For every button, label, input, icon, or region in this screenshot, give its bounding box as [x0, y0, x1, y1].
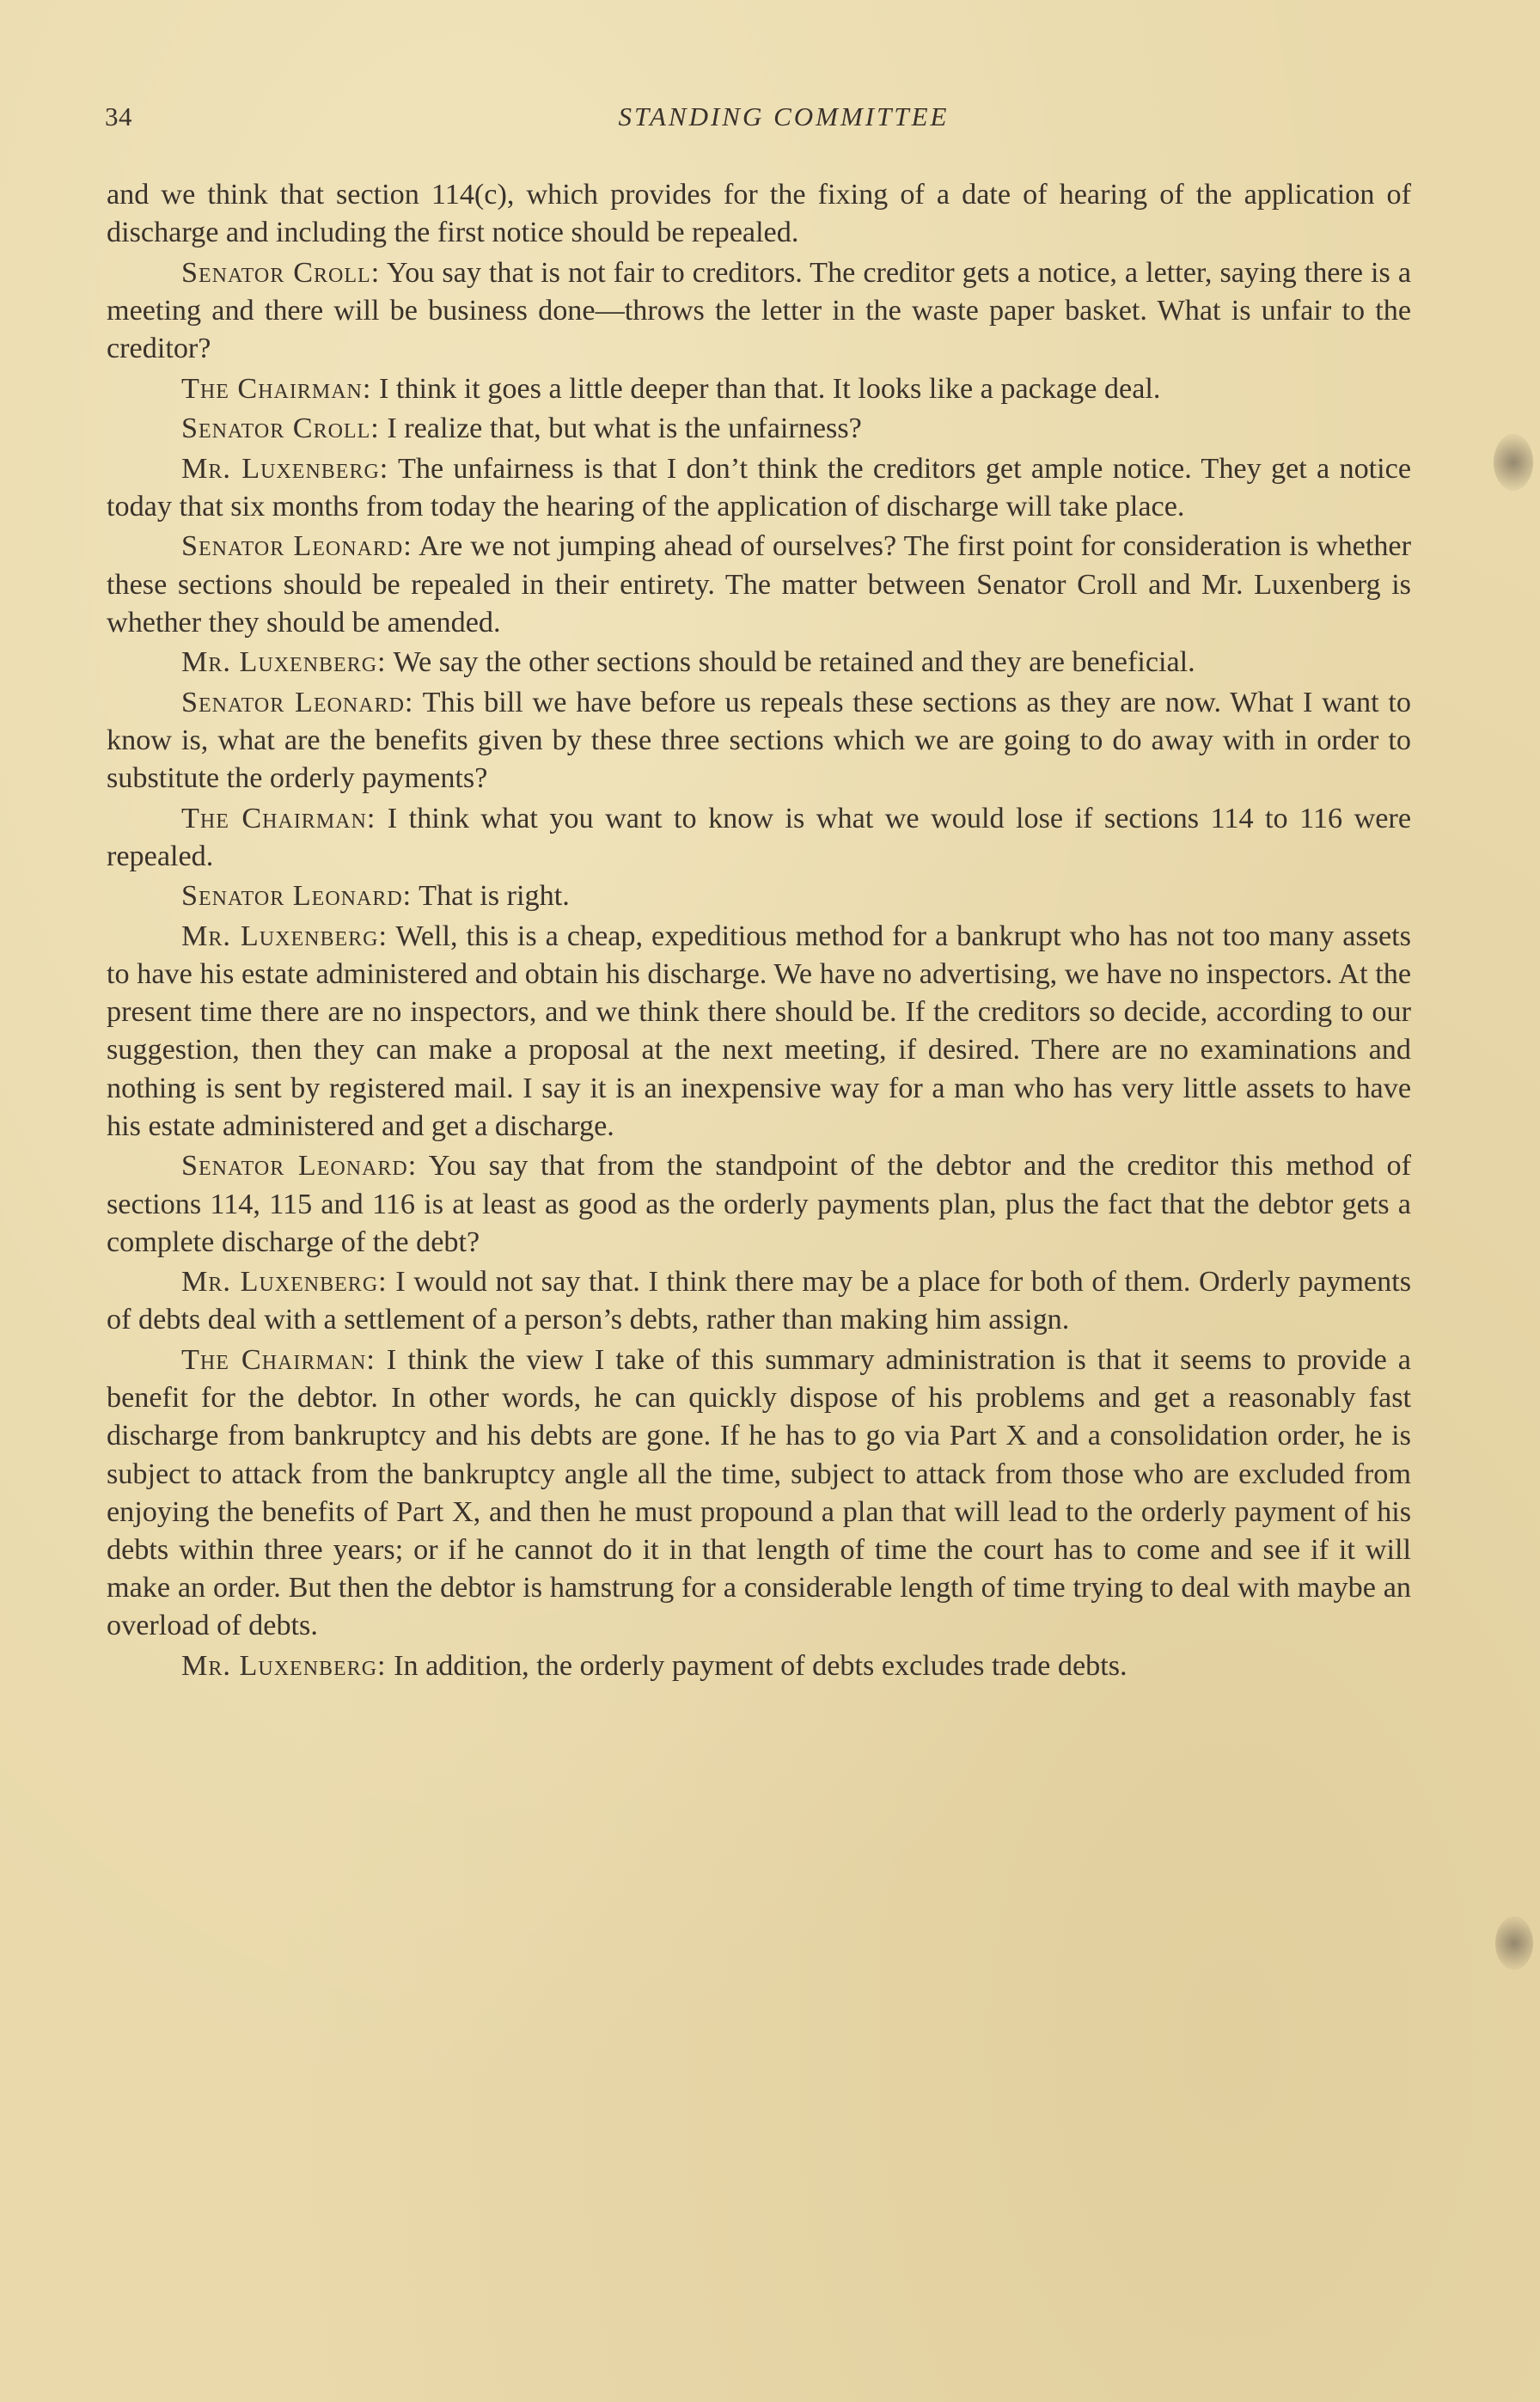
- page-header: [105, 101, 1411, 144]
- paragraph-text: We say the other sections should be retained and they are beneficial.: [386, 646, 1195, 679]
- paragraph-text: Well, this is a cheap, expeditious method for a bankrupt who has not too many assets to have his estate administered and obtain his discharge. We have no advertising, we have no inspectors. At the present time there are no inspectors, and we think there should be. If the creditors so decide, according to our suggestion, then they can make a proposal at the next meeting, if desired. There are no examinations and nothing is sent by registered mail. I say it is an inexpensive way for a man who has very little assets to have his estate administered and get a discharge.: [107, 920, 1411, 1142]
- speaker-name: The Chairman:: [181, 372, 372, 405]
- speaker-name: Mr. Luxenberg:: [181, 1266, 388, 1299]
- speaker-name: The Chairman:: [181, 1343, 376, 1376]
- paragraph: [107, 800, 1411, 876]
- speaker-name: Senator Leonard:: [181, 686, 414, 718]
- running-head: STANDING COMMITTEE: [618, 101, 950, 131]
- paragraph-text: You say that is not fair to creditors. The creditor gets a notice, a letter, saying there is a meeting and there will be business done—throws the letter in the waste paper basket. What is unfair to the creditor?: [107, 256, 1411, 365]
- paragraph-text: In addition, the orderly payment of debts excludes trade debts.: [386, 1649, 1128, 1682]
- paragraph-text: and we think that section 114(c), which provides for the fixing of a date of hearing of the application of discharge and including the first notice should be repealed.: [107, 179, 1411, 249]
- paragraph-text: I think what you want to know is what we would lose if sections 114 to 116 were repealed.: [107, 802, 1411, 872]
- speaker-name: Senator Croll:: [181, 256, 381, 289]
- speaker-name: Senator Leonard:: [181, 530, 412, 563]
- paragraph-text: I realize that, but what is the unfairness?: [379, 413, 862, 445]
- speaker-name: Senator Leonard:: [181, 880, 412, 913]
- speaker-name: Mr. Luxenberg:: [181, 920, 388, 952]
- paragraph-text: The unfairness is that I don’t think the creditors get ample notice. They get a notice today that six months from today the hearing of the application of discharge will take place.: [107, 452, 1412, 523]
- speaker-name: The Chairman:: [181, 802, 376, 834]
- paragraph: [107, 450, 1411, 526]
- speaker-name: Senator Leonard:: [181, 1150, 418, 1183]
- paragraph: [107, 684, 1411, 798]
- paragraph: [107, 877, 1411, 915]
- paragraph: [107, 1342, 1411, 1646]
- paragraph-text: This bill we have before us repeals these sections as they are now. What I want to know is, what are the benefits given by these three sections which we are going to do away with in order to substitute the orderly payments?: [107, 686, 1411, 795]
- paragraph-text: You say that from the standpoint of the debtor and the creditor this method of sections 114, 115 and 116 is at least as good as the orderly payments plan, plus the fact that the debtor gets a complete discharge of the debt?: [107, 1150, 1411, 1258]
- paragraph: [107, 644, 1411, 681]
- paragraph: [107, 1147, 1411, 1262]
- paper-stain: [1494, 434, 1533, 491]
- paragraph: [107, 370, 1411, 408]
- paper-stain: [1495, 1916, 1533, 1970]
- paragraph: [107, 918, 1411, 1146]
- page-number: 34: [105, 101, 132, 131]
- paragraph-text: I think the view I take of this summary administration is that it seems to provide a benefit for the debtor. In other words, he can quickly dispose of his problems and get a reasonably fast discharge from bankruptcy and his debts are gone. If he has to go via Part X and a consolidation order, he is subject to attack from the bankruptcy angle all the time, subject to attack from those who are excluded from enjoying the benefits of Part X, and then he must propound a plan that will lead to the orderly payment of his debts within three years; or if he cannot do it in that length of time the court has to come and see if it will make an order. But then the debtor is hamstrung for a considerable length of time trying to deal with maybe an overload of debts.: [107, 1343, 1411, 1642]
- paragraph-text: I would not say that. I think there may be a place for both of them. Orderly payments of debts deal with a settlement of a person’s debts, rather than making him assign.: [107, 1266, 1412, 1336]
- paragraph: [107, 410, 1411, 448]
- paragraph: [107, 176, 1411, 252]
- speaker-name: Mr. Luxenberg:: [181, 452, 389, 485]
- paragraph: [107, 1647, 1411, 1685]
- paragraph: [107, 254, 1411, 369]
- paragraph-text: That is right.: [412, 880, 570, 913]
- paragraph-text: Are we not jumping ahead of ourselves? The first point for consideration is whether these sections should be repealed in their entirety. The matter between Senator Croll and Mr. Luxenberg is whether they should be amended.: [107, 530, 1411, 639]
- transcript-body: [107, 176, 1411, 1687]
- paragraph-text: I think it goes a little deeper than that. It looks like a package deal.: [371, 372, 1161, 405]
- paragraph: [107, 528, 1411, 642]
- paragraph: [107, 1263, 1411, 1339]
- speaker-name: Mr. Luxenberg:: [181, 646, 387, 679]
- speaker-name: Mr. Luxenberg:: [181, 1649, 387, 1682]
- speaker-name: Senator Croll:: [181, 413, 380, 445]
